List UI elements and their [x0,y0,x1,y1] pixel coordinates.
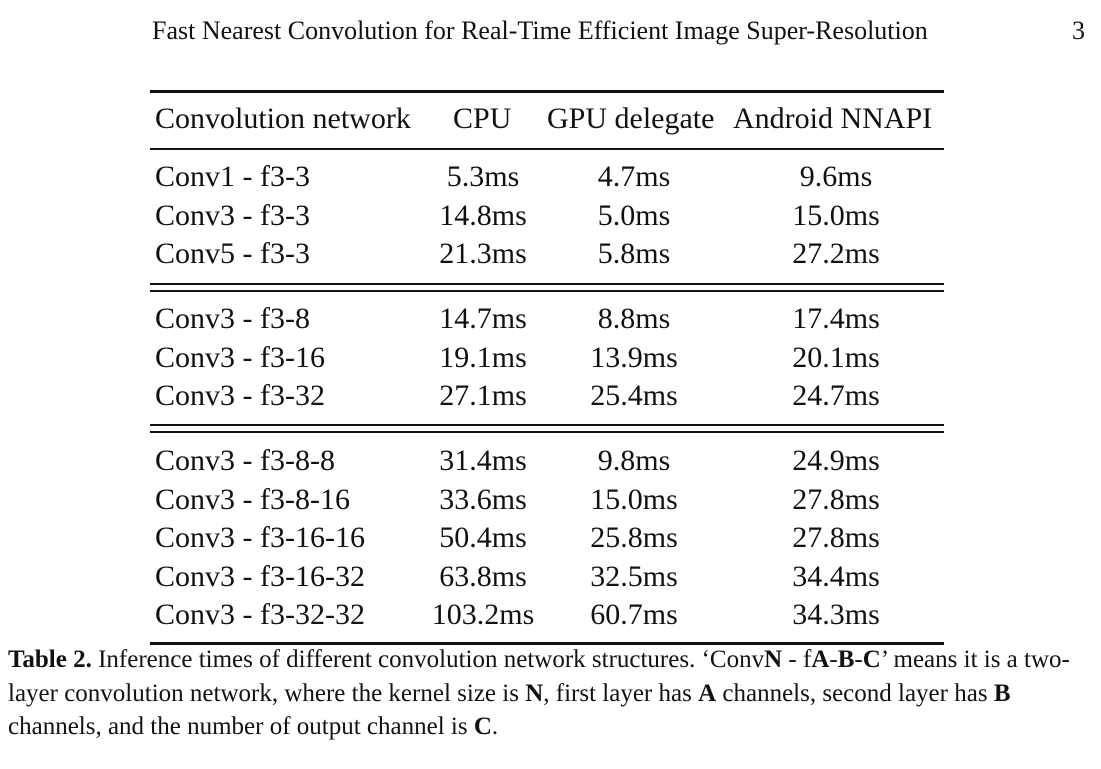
group-separator-rule [150,290,944,292]
cell-value: 14.7ms [439,302,527,335]
cell-value: 63.8ms [439,559,527,593]
caption-text: , first layer has [543,679,699,707]
cell-value: 19.1ms [439,340,527,374]
cell-network: Conv1 - f3-3 [155,160,310,193]
cell-value: 50.4ms [439,521,527,554]
cell-value: 27.2ms [792,237,880,270]
cell-value: 9.8ms [597,444,671,477]
caption-bold-term: N [764,646,783,673]
cell-value: 15.0ms [792,198,880,232]
cell-value: 5.0ms [597,198,671,232]
table-caption [8,643,1098,744]
caption-bold-term: N [525,679,544,707]
caption-bold-term: C [862,646,881,673]
column-header-network: Convolution network [155,102,411,135]
table-row [0,377,1101,415]
table-row [0,519,1101,557]
group-separator-rule [150,424,944,426]
cell-value: 34.4ms [792,559,880,593]
cell-value: 15.0ms [590,482,678,516]
table-row [0,442,1101,480]
cell-value: 13.9ms [590,340,678,374]
cell-value: 17.4ms [792,302,880,335]
cell-value: 34.3ms [792,598,880,631]
group-separator-rule [150,283,944,285]
table-row [0,158,1101,196]
table-row [0,197,1101,235]
table-row [0,339,1101,377]
column-header-cpu: CPU [453,102,512,135]
cell-network: Conv3 - f3-8 [155,302,310,335]
cell-value: 27.8ms [792,521,880,554]
caption-text: Inference times of different convolution network structures. ‘Conv [91,646,765,673]
cell-value: 9.6ms [799,160,873,193]
cell-value: 27.1ms [439,379,527,412]
cell-network: Conv3 - f3-32-32 [155,598,365,631]
caption-text: channels, second layer has [716,679,994,707]
caption-bold-term: A [811,646,830,673]
cell-value: 24.9ms [792,444,880,477]
cell-value: 25.8ms [590,521,678,554]
group-separator-rule [150,431,944,433]
cell-value: 31.4ms [439,444,527,477]
cell-value: 25.4ms [590,379,678,412]
cell-network: Conv3 - f3-32 [155,379,325,412]
table-top-rule [150,90,944,93]
table-row [0,481,1101,519]
table-row [0,558,1101,596]
cell-value: 27.8ms [792,482,880,516]
caption-bold-term: B [993,679,1011,707]
caption-text: ’ means it is a two-layer convolution network, where the kernel size is [8,646,1070,707]
cell-network: Conv3 - f3-8-16 [155,482,350,516]
running-head: Fast Nearest Convolution for Real-Time Efficient Image Super-Resolution [152,16,928,45]
cell-value: 20.1ms [792,340,880,374]
cell-value: 103.2ms [431,598,535,631]
page-number: 3 [1072,16,1085,45]
cell-network: Conv3 - f3-8-8 [155,444,335,477]
table-row [0,235,1101,273]
caption-label: Table 2. [8,646,92,673]
cell-value: 33.6ms [439,482,527,516]
table-row [0,300,1101,338]
header-rule [150,148,944,150]
column-header-gpu: GPU delegate [547,102,715,135]
cell-value: 8.8ms [597,302,671,335]
caption-bold-term: B [837,646,855,673]
caption-text: . [491,713,499,740]
cell-value: 21.3ms [439,237,527,270]
cell-network: Conv3 - f3-3 [155,198,310,232]
cell-value: 5.3ms [446,160,520,193]
caption-text: - f [782,646,812,673]
caption-text: - [829,646,838,673]
cell-value: 24.7ms [792,379,880,412]
caption-text: channels, and the number of output channel is [8,713,474,740]
table-row [0,596,1101,634]
cell-network: Conv3 - f3-16-32 [155,559,365,593]
cell-value: 5.8ms [597,237,671,270]
cell-value: 14.8ms [439,198,527,232]
caption-bold-term: A [698,679,717,707]
column-header-nnapi: Android NNAPI [733,102,933,135]
cell-value: 32.5ms [590,559,678,593]
cell-value: 4.7ms [597,160,671,193]
cell-value: 60.7ms [590,598,678,631]
caption-bold-term: C [473,713,492,740]
cell-network: Conv5 - f3-3 [155,237,310,270]
cell-network: Conv3 - f3-16 [155,340,325,374]
caption-text: - [854,646,863,673]
cell-network: Conv3 - f3-16-16 [155,521,365,554]
